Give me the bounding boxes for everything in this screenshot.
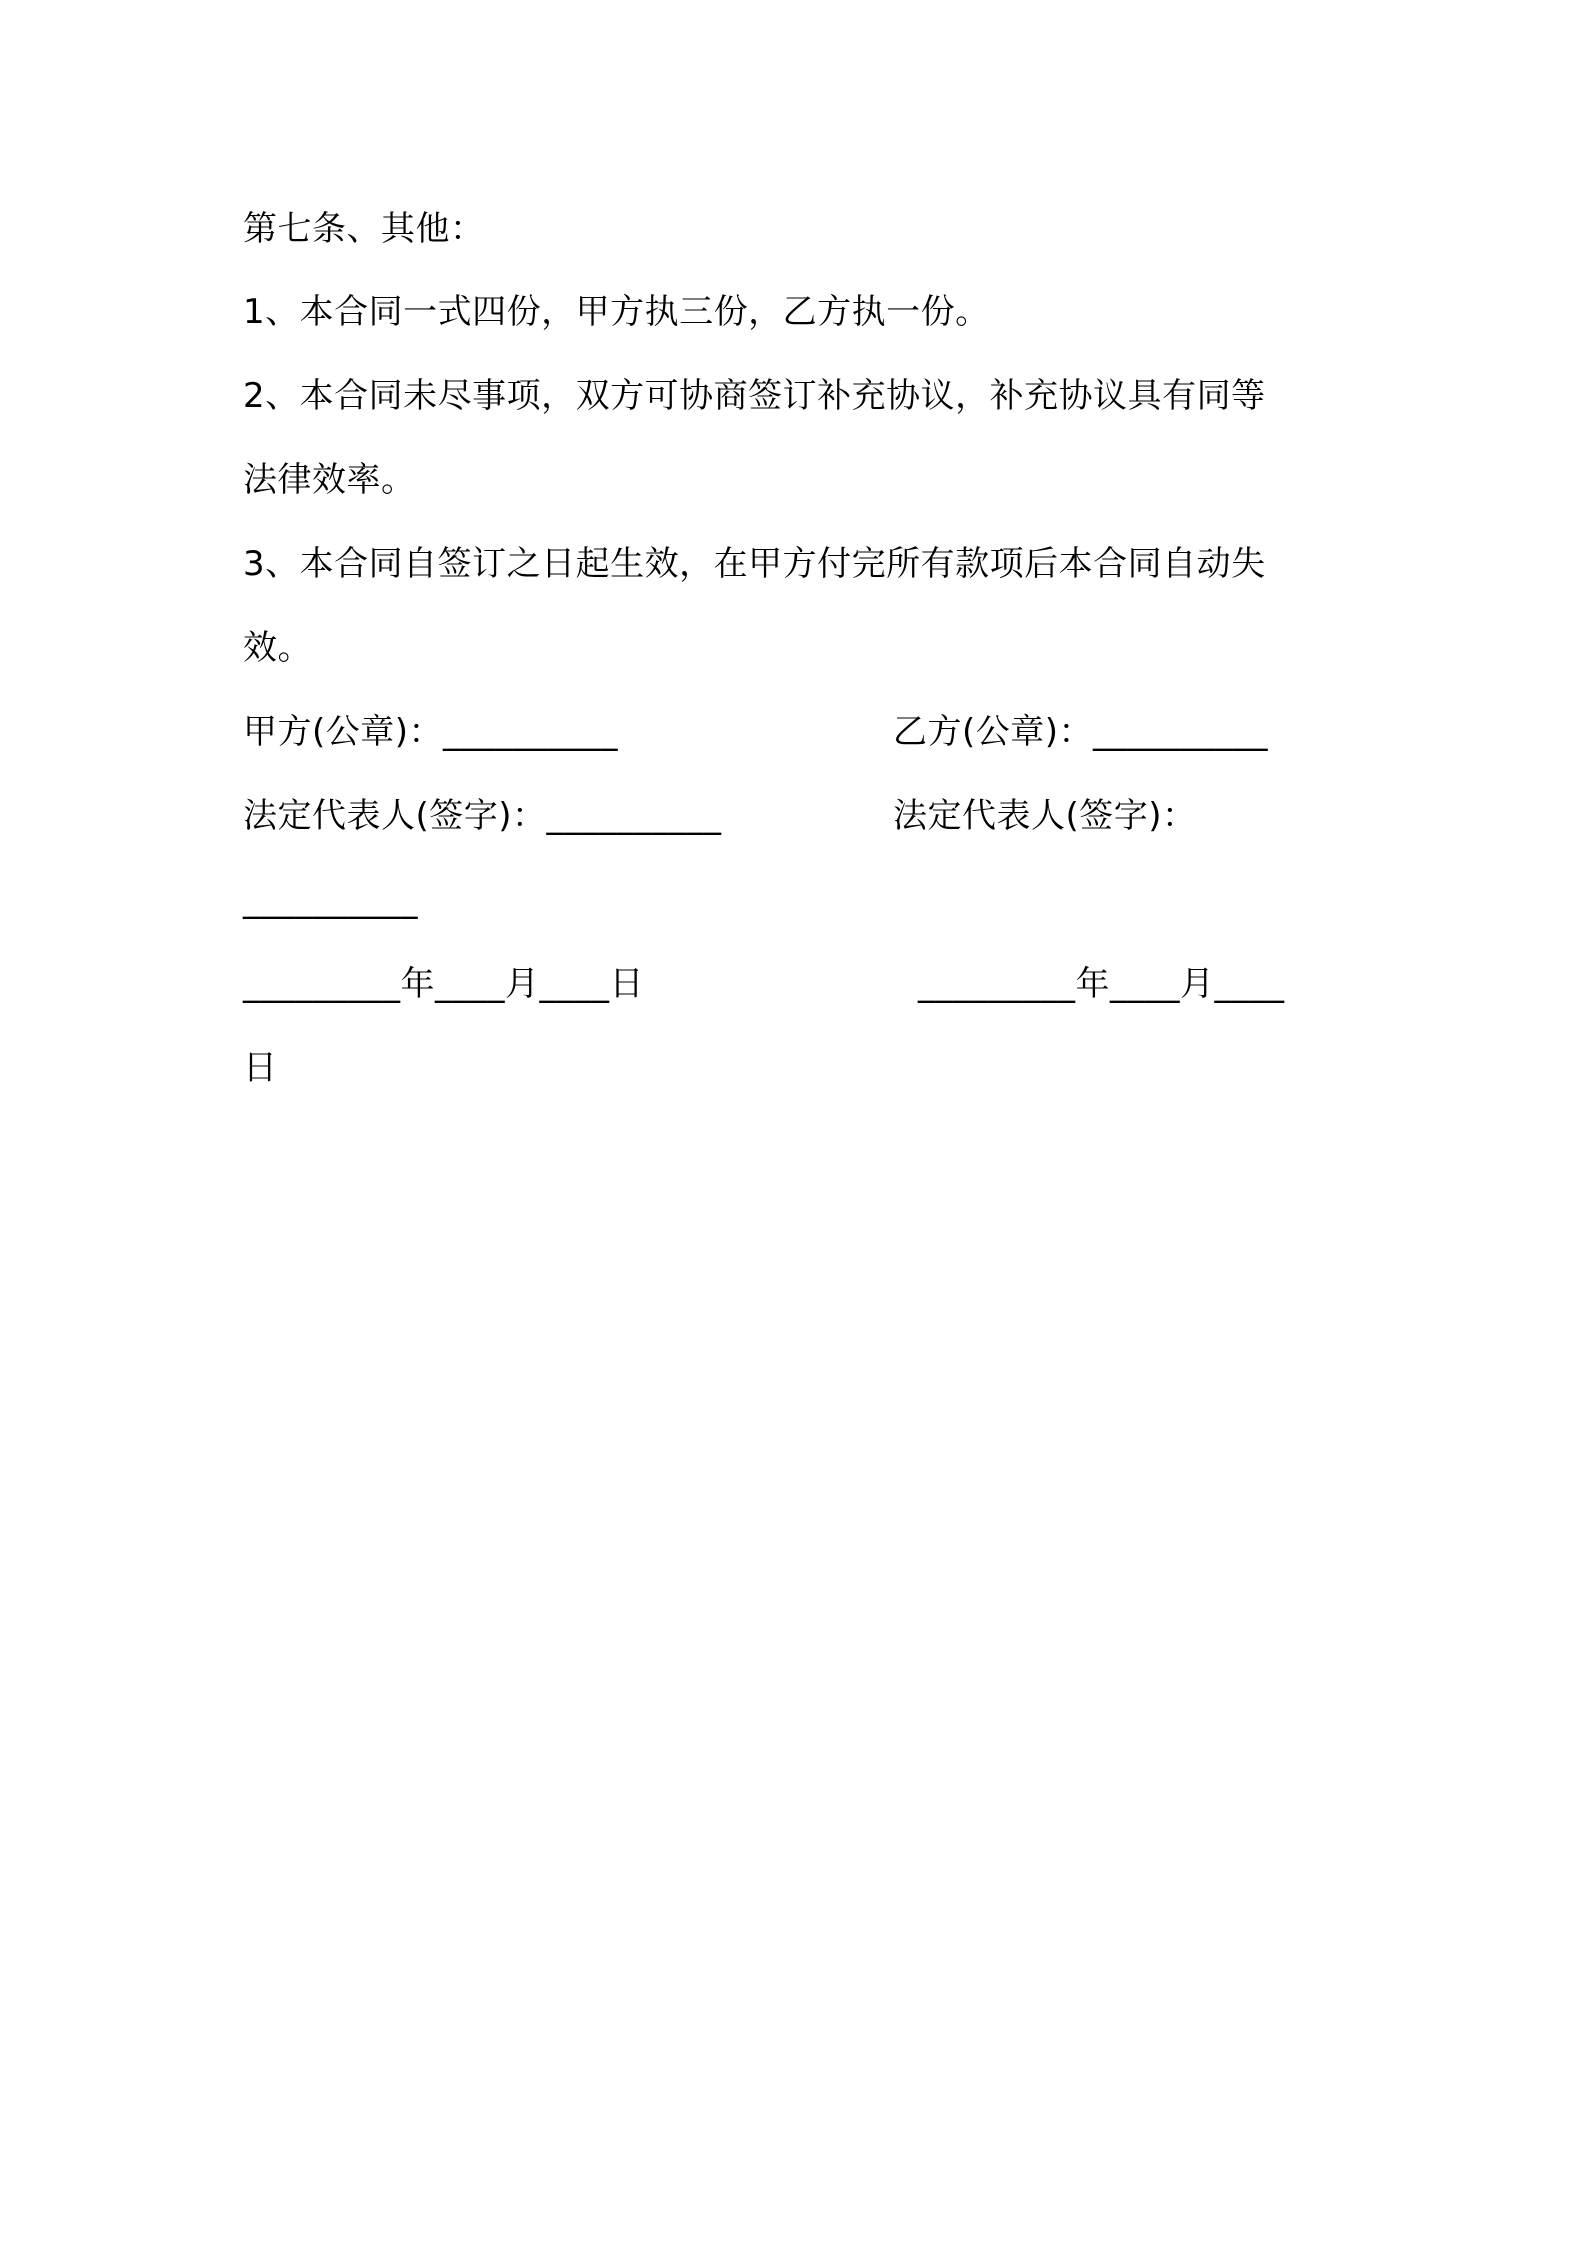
party-b-seal: 乙方(公章)：__________ xyxy=(893,712,1269,752)
party-a-representative: 法定代表人(签字)：__________ xyxy=(243,796,722,836)
party-b-date-end: 日 xyxy=(243,1048,278,1088)
party-a-date: _________年____月____日 xyxy=(243,964,644,1004)
clause-1: 1、本合同一式四份，甲方执三份，乙方执一份。 xyxy=(243,292,990,332)
party-b-representative-blank: __________ xyxy=(243,880,418,920)
clause-3-line-1: 3、本合同自签订之日起生效，在甲方付完所有款项后本合同自动失 xyxy=(243,544,1266,584)
clause-2-line-2: 法律效率。 xyxy=(243,460,416,500)
article-heading: 第七条、其他： xyxy=(243,209,485,249)
clause-2-line-1: 2、本合同未尽事项，双方可协商签订补充协议，补充协议具有同等 xyxy=(243,376,1266,416)
clause-3-line-2: 效。 xyxy=(243,628,312,668)
party-a-seal: 甲方(公章)：__________ xyxy=(243,712,619,752)
party-b-date: _________年____月____ xyxy=(918,964,1285,1004)
party-b-representative: 法定代表人(签字)： xyxy=(893,796,1197,836)
